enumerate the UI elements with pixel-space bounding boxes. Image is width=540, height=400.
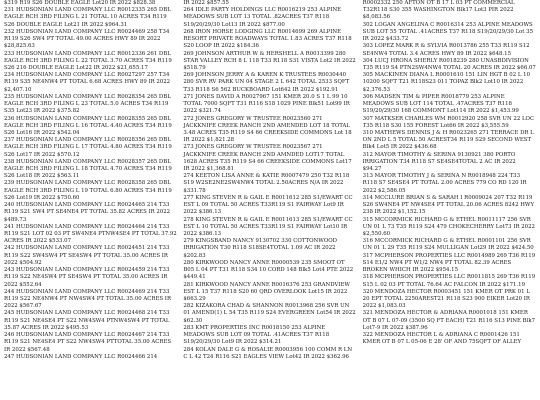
tax-list-entry: R0002332 250 AFTON OT B 17 L 03 PT COMMERCIAL T32R118 S30 355 WASHINGTON Blk17 Lot3 PIR 2022 $8,083.56 <box>362 0 515 21</box>
tax-list-entry: 233 HUDSONIAN LAND COMPANY LLC R0012336 261 DBL EAGLE RCH 3RD FILING L 22 TOTAL 3.70 ACRES T34 R119 S26 216 DOUBLE EAGLE Lot22 IR 2022 $21,655.17 <box>4 50 172 71</box>
tax-list-entry: 268 IRON HORSE LODGING LLC R0014699 269 ALPINE RESORT PRIVATE ROADWAYS TOTAL 1.83 ACRES T37 R118 S20 LOOP IR 2022 $184.36 <box>183 28 352 50</box>
tax-list-entry: 277 KING STEVEN R & GAIL E R0011612 285 S1/EWART CC EST L 09 TOTAL 50 ACRES T33R119 S1 FAIRWAY Lot9 IR 2022 $386.13 <box>183 194 353 216</box>
column-left <box>4 0 177 400</box>
tax-list-entry: 247 HUDSONIAN LAND COMPANY LLC R0024466 214 <box>4 353 158 360</box>
tax-list-entry: 264 IDLE PARTY HOLDINGS LLC R0016219 253 ALPINE MEADOWS SUB LOT 13 TOTAL .82ACRES T37 R118 S19/20/29/30 Lot13 IR 2022 $877.00 <box>183 7 342 28</box>
tax-list-entry: 244 HUDSONIAN LAND COMPANY LLC R0024469 214 T33 R119 S22 NE4NW4 PT NW4SW4 PT TOTAL 35.00 ACRES IR 2022 $567.67 <box>4 288 171 310</box>
tax-list-entry: 241 HUDSONIAN LAND COMPANY LLC R0024464 214 T33 R119 S21 LOT 02 03 PT SW4NE4 PTNW4SE4 PT TOTAL 37.92 ACRES IR 2022 $533.07 <box>4 223 177 245</box>
tax-list-entry: 273 JONES GREGORY W TRUSTEE R0023567 271 JACKKNIFE CREEK RANCH 2ND AMNDED LOT17 TOTAL 1628 ACRES T35 R119 S4 66 CREEKSIDE COMMONS Lot17 IR 2022 $1,368.81 <box>183 144 352 173</box>
tax-list-entry: 281 KIRKWOOD NANCY ANNE R0016376 253 GRANDVIEW EST L 15 T37 R118 S20 60 QRD OVERLOOK Lot15 IR 2022 $663.29 <box>183 281 350 302</box>
tax-list-entry: 322 MENDOZA HECTOR L & ADRIANA C R0001426 151 KMER OT B 07 L 05-06 E 28' OF AND 75SQFT OF ALLEY <box>362 332 522 346</box>
tax-list-entry: 320 MENDOZA HECTOR R0003451 151 KMER OT PRK 01 L 20 EPT TOTAL 2250AREST21 R118 S23 900 EIKER Lot20 IR 2022 $1,083.03 <box>362 288 530 310</box>
tax-list-entry: 234 HUDSONIAN LAND COMPANY LLC R0027297 257 T34 R119 S35 NE4NW4 PT TOTAL 6.68 ACRES HWY 89 IR 2022 $2,407.10 <box>4 72 171 93</box>
tax-list-entry: 315 MCCORMICK RICHARD G & ETHEL R0011117 256 SVR UN 01 L 73 T35 R119 S24 479 CHOKECHERRY Lot73 IR 2022 $2,550.60 <box>362 216 535 237</box>
tax-list-entry: 232 HUDSONIAN LAND COMPANY LLC R0024469 258 T34 R119 S26 SW4 PT TOTAL 49.00 ACRES HWY 89 IR 2022 $28,825.63 <box>4 28 170 50</box>
tax-list-entry: 318 MCPHERSON PROPERTIES LLC R0011815 269 T36 R119 S15 L 02 03 PT TOTAL 76.64 AC FALCON IR 2022 $171.19 <box>362 274 536 288</box>
column-right <box>363 0 536 400</box>
tax-list-entry: 303 LOPEZ MARK R & SYLVIA R0013786 255 T33 R119 S12 SE4NW4 TOTAL 3.4 ACRES HWY 89 IR 2022 $648.15 <box>362 43 530 57</box>
tax-list-entry: 245 HUDSONIAN LAND COMPANY LLC R0024468 214 T33 R119 S21 NE4SE4 PT S22 NW4SW4 PTNW4SW4 PT TOTAL 35.87 ACRES IR 2022 $495.53 <box>4 310 170 331</box>
tax-list-entry: 283 KMT PROPERTIES INC R0018150 253 ALPINE MEADOWS SUB LOT 09 TOTAL .41ACRES T37 R118 S19/20/29/30 Lot9 IR 2022 $314.21 <box>183 324 330 346</box>
tax-list-entry: 305 MACKINEN DIANA L R0001610 151 LIN HGT B 02 L 10 10200 SQFT T21 R118S23 011 TOPAZ Blk2 Lot10 IR 2022 $2,376.53 <box>362 72 531 93</box>
tax-list-entry: 238 HUDSONIAN LAND COMPANY LLC R0028357 265 DBL EAGLE RCH 3RD FILING L 18 TOTAL 4.70 ACRES T34 R119 S26 Lot18 IR 2022 $563.11 <box>4 158 172 180</box>
tax-list-entry: 242 HUDSONIAN LAND COMPANY LLC R0024451 214 T33 R119 S22 SW4SW4 PT SE4SW4 PT TOTAL 35.00 ACRES IR 2022 $504.92 <box>4 245 170 266</box>
tax-list-entry: 278 KING STEVEN R & GAIL E R0011613 285 S1/EWART CC EST L 10 TOTAL 50 ACRES T33R119 S1 FAIRWAY Lot10 IR 2022 $386.13 <box>183 216 353 237</box>
tax-list-entry: 313 MAYOR TIMOTHY J & SERINA N R0018948 224 T33 R118 S7 SE4SE4 PT TOTAL 2.00 ACRES 779 CO RD 120 IR 2022 $2,586.05 <box>362 173 527 194</box>
tax-list-entry: 284 KOLAN DALE G & ROSALIE R0003956 100 COMM R LN C L 42 T24 R116 S21 EAGLES VIEW Lot42 IR 2022 $362.96 <box>183 346 353 360</box>
tax-list-entry: IR 2022 $857.55 <box>183 0 229 6</box>
tax-list-entry: 231 HUDSONIAN LAND COMPANY LLC R0012335 265 DBL EAGLE RCH 3RD FILING L 21 TOTAL 10 ACRES T34 R119 S26 DOUBLE EAGLE Lot21 IR 2022 $964.31 <box>4 7 171 28</box>
tax-list-entry: 312 MAYOR TIMOTHY & SERINA 9130921 380 PORTO IRRIGATION T34 R118 S7 SE4SE4TOTAL 2 AC IR 2022 $94.27 <box>362 151 516 173</box>
tax-list-entry: 271 JONES DAVID A R0027967 151 KMER 20.0 S 1 L 99 10 TOTAL 7000 SQFT T31 R116 S18 1029 PINE Blk51 Lot99 IR 2022 $321.74 <box>183 93 350 115</box>
tax-list-entry: 269 JOHNSON ARTHUR W & HERSHELL A R0013399 280 STAR VALLEY RCH 8 L 118 T33 R118 S31 VISTA Lot2 IR 2022 $518.79 <box>183 50 356 71</box>
tax-list-entry: 316 MCCORMICK RICHARD G & ETHEL R0001101 256 SVR UN 01 L 29 T35 R119 S24 MULLIGAN Lot29 IR 2022 $424.50 <box>362 238 534 252</box>
tax-list-entry: 307 MATKSER CHARLES WM R0012920 258 SVR UN 22 LOC T35 R118 S30 155 FOREST Lot66 IR 2022 $3,555.59 <box>362 115 535 129</box>
tax-list-entry: 274 KEETON LISA ANNE & KATIE R0007479 250 T32 R118 S19 W2SE2NE2SW4NW4 TOTAL 2.50ACRES N/A IR 2022 $331.78 <box>183 173 350 194</box>
tax-list-entry: 246 HUDSONIAN LAND COMPANY LLC R0024467 214 T33 R119 S21 NE4SE4 PT S22 NW4SW4 PTTOTAL 35.00 ACRES IR 2022 $567.48 <box>4 332 172 353</box>
tax-list-entry: 235 HUDSONIAN LAND COMPANY LLC R0028354 265 DBL EAGLE RCH 3RD FILING L 23 TOTAL 5.0 ACRES T34 R119 S35 Lot23 IR 2022 $375.82 <box>4 93 171 115</box>
tax-list-entry: 306 MADSEN TIM & PIPER R0018779 253 ALPINE MEADOWS SUB LOT 114 TOTAL .47ACRES T37 R118 S19/20/29/30 168 COMMONT Lot114 IR 2022 $1,453.99 <box>362 93 519 115</box>
tax-list-entry: 279 KINGSBAND NANCY 9130702 330 COTTONWOOD IRRIGATION T30 R118 S18SE4TOTAL 1.09 AC IR 2022 $202.83 <box>183 238 337 259</box>
tax-list-entry: $319 R19 S26 DOUBLE EAGLE Lot20 IR 2022 $828.38 <box>4 0 156 6</box>
tax-list-entry: 310 MATHEWS DENNIS J & H R0023265 271 TERRACE DR L ON 2ND L 5 TOTAL 50 ACREST34 R119 S29 SECOND WEST Blk4 Lot5 IR 2022 $436.68 <box>362 129 534 151</box>
column-middle <box>183 0 356 400</box>
tax-list-entry: 282 KIZAKORA CHAD & SHANNON R0013968 256 SVR UN 01 AMEND(1) L 54 T35 R119 S24 EVERGREEN Lot54 IR 2022 $62.30 <box>183 303 356 324</box>
tax-list-entry: 280 KIRKWOOD NANCY ANNE R0000539 235 SMOOT OT B05 L 04 PT T31 R118 S34 10 CORD 148 Blk5 Lot4 PTE 2022 $449.41 <box>183 259 354 281</box>
tax-list-entry: 272 JONES GREGORY W TRUSTEE R0023560 271 JACKKNIFE CREEK RANCH 2ND AMENDED LOT 18 TOTAL 3.48 ACRES T35 R119 S4 66 CREEKSIDE COMMONS Lot 18 IR 2022 $1,821.28 <box>183 115 352 144</box>
tax-list-entry: 317 MCPHERSON PROPERTIES LLC R0014989 269 T36 R119 S14 E1/2 NW4 PT W1/2 NW4 PT TOTAL 82.39 ACRES BROKEN WHICH IR 2022 $954.15 <box>362 252 536 274</box>
tax-list-entry: 269 JOHNSON JERRY A & KAREN K TRUSTEES R0030440 280 SVR RV PARK UN 04 STAGE 2 L 642 TOTAL 2533 SQFT T33 R118 S6 562 BUCKBOARD Lot642 IR 2022 $192.91 <box>183 72 350 93</box>
tax-list-entry: 243 HUDSONIAN LAND COMPANY LLC R0024459 214 T33 R119 S22 NE4SW4 PT SE4SW4 PT TOTAL 35.00 ACRES IR 2022 $552.64 <box>4 267 170 288</box>
tax-list-entry: 321 MENDOZA HECTOR & ADRIANA R0001018 151 KMER OT B 07 L 07-09 (3500 SQ FT EACH) T21 R116 S13 PINE Blk7 Lot7-9 IR 2022 $387.96 <box>362 310 536 331</box>
tax-list-entry: 304 LUCJ HRONA SHERLY R0018239 280 UNASBDIVISION T35 R119 S4 PTN2SW4NW4 TOTAL 20 ACRES IR 2022 $66.07 <box>362 57 536 71</box>
tax-list-entry: 239 HUDSONIAN LAND COMPANY LLC R0028358 265 DBL EAGLE RCH 3RD FILING L 19 TOTAL 6.80 ACRES T34 R119 S26 Lot19 IR 2022 $750.60 <box>4 180 172 201</box>
tax-list-entry: 240 HUDSONIAN LAND COMPANY LLC R0024465 214 T33 R119 S21 SW4 PT SE4NE4 PT TOTAL 35.82 ACRES IR 2022 $489.73 <box>4 202 171 223</box>
tax-list-entry: 236 HUDSONIAN LAND COMPANY LLC R0028355 265 DBL EAGLE RCH 3RD FILING L 16 TOTAL 4.40 ACRES T34 R119 S26 Lot16 IR 2022 $542.04 <box>4 115 172 136</box>
tax-list-entry: 302 LOGAN ANGELINA C R0016314 253 ALPINE MEADOWS SUB LOT 55 TOTAL .41ACRES T37 R118 S19/20/29/30 Lot 35 IR 2022 $433.72 <box>362 21 534 43</box>
tax-list-entry: 237 HUDSONIAN LAND COMPANY LLC R0028356 265 DBL EAGLE RCH 3RD FILING L 17 TOTAL 4.80 ACRES T34 R119 S26 Lot17 IR 2022 $570.12 <box>4 137 172 158</box>
tax-list-entry: 314 MCCLURE BRIAN S & SARAH I R0009024 207 T32 R119 S26 SW4NE4 PT NW4SE4 PT TOTAL 20.06 ACRES 8242 HWY 238 IR 2022 $1,152.15 <box>362 194 535 216</box>
